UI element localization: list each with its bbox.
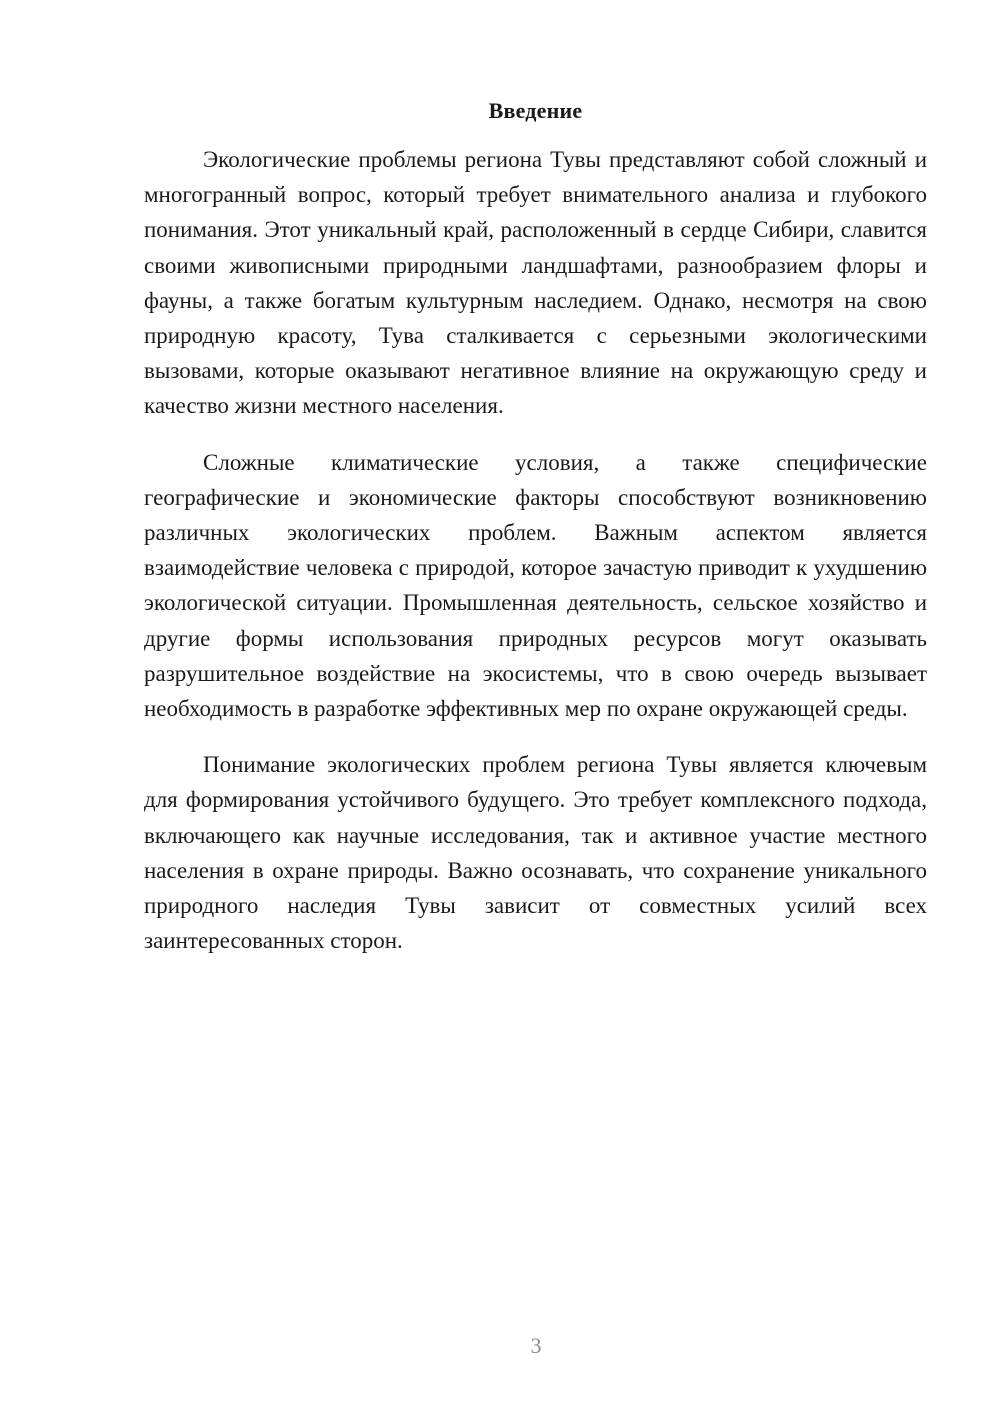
- paragraph-2: Сложные климатические условия, а также специфические географические и экономические факторы способствуют возникновению различных экологических проблем. Важным аспектом является взаимодействие человека с природой, которое зачастую приводит к ухудшению экологической ситуации. Промышленная деятельность, сельское хозяйство и другие формы использования природных ресурсов могут оказывать разрушительное воздействие на экосистемы, что в свою очередь вызывает необходимость в разработке эффективных мер по охране окружающей среды.: [144, 449, 927, 722]
- body-text: [144, 142, 927, 958]
- page-number: 3: [530, 1333, 542, 1358]
- paragraph-1: Экологические проблемы региона Тувы представляют собой сложный и многогранный вопрос, который требует внимательного анализа и глубокого понимания. Этот уникальный край, расположенный в сердце Сибири, славится своими живописными природными ландшафтами, разнообразием флоры и фауны, а также богатым культурным наследием. Однако, несмотря на свою природную красоту, Тува сталкивается с серьезными экологическими вызовами, которые оказывают негативное влияние на окружающую среду и качество жизни местного населения.: [144, 147, 927, 419]
- section-heading: Введение: [488, 98, 583, 123]
- paragraph-3: Понимание экологических проблем региона Тувы является ключевым для формирования устойчивого будущего. Это требует комплексного подхода, включающего как научные исследования, так и активное участие местного населения в охране природы. Важно осознавать, что сохранение уникального природного наследия Тувы зависит от совместных усилий всех заинтересованных сторон.: [144, 752, 927, 954]
